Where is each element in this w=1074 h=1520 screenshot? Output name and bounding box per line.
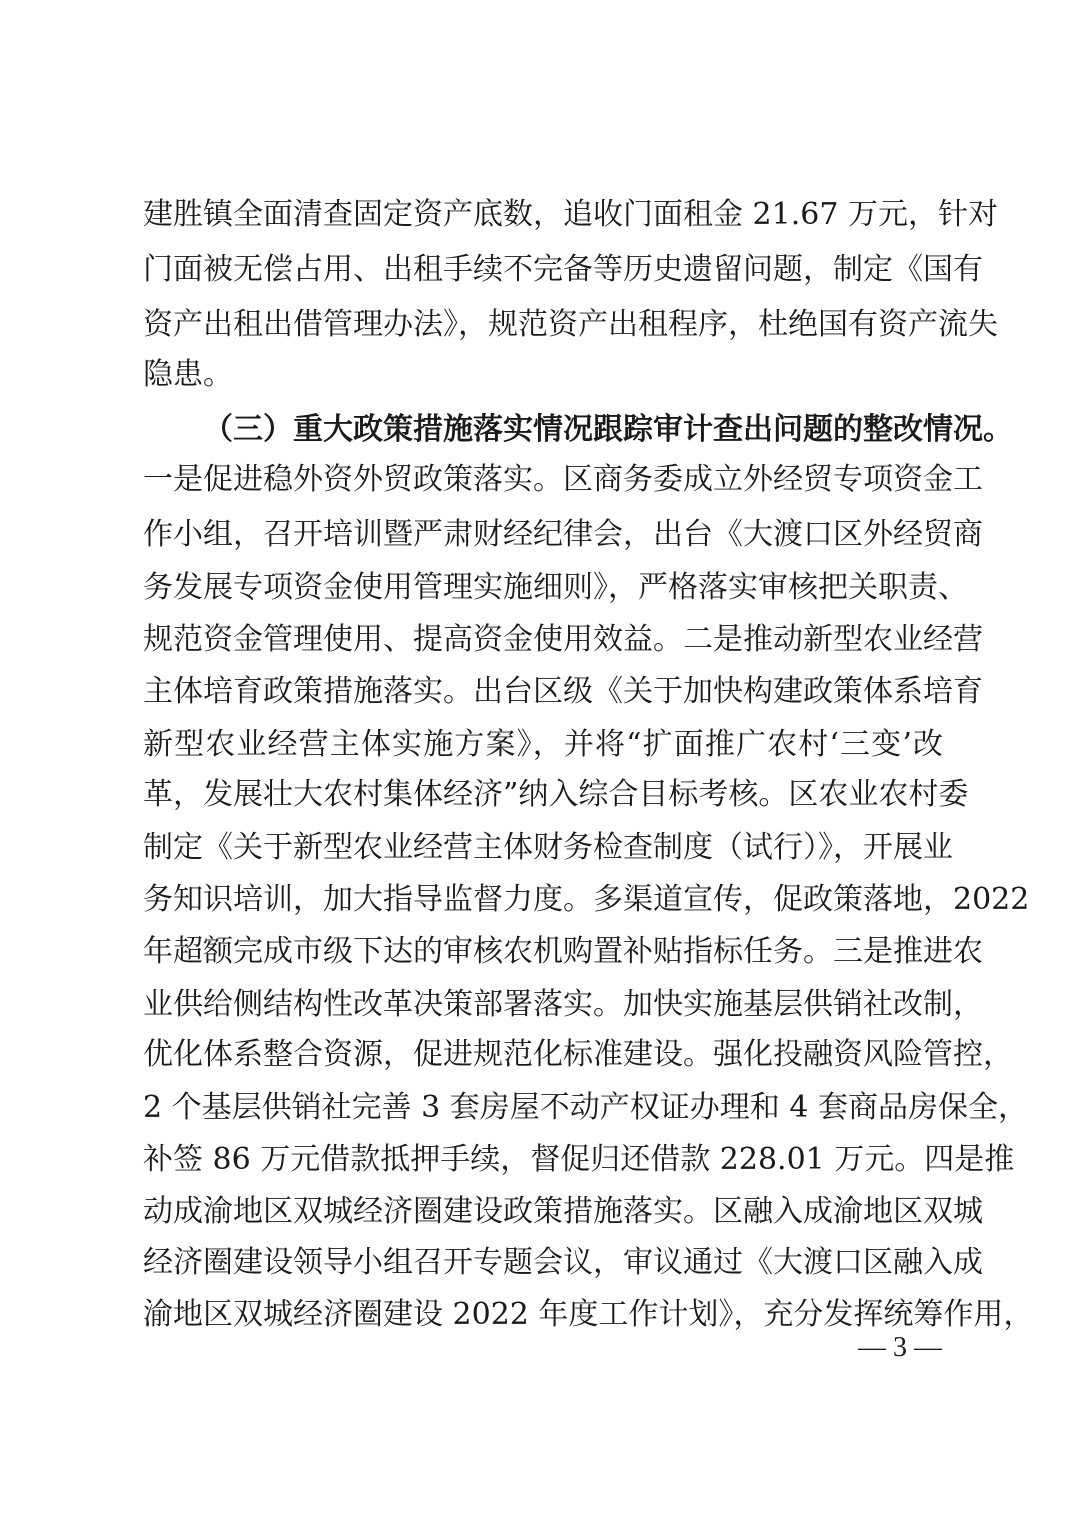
body-line: 2 个基层供销社完善 3 套房屋不动产权证办理和 4 套商品房保全， bbox=[143, 1090, 1028, 1125]
body-line: 作小组，召开培训暨严肃财经纪律会，出台《大渡口区外经贸商 bbox=[143, 517, 983, 552]
body-line: 业供给侧结构性改革决策部署落实。加快实施基层供销社改制， bbox=[143, 987, 983, 1022]
body-line: 革，发展壮大农村集体经济”纳入综合目标考核。区农业农村委 bbox=[143, 777, 969, 812]
body-line: 制定《关于新型农业经营主体财务检查制度（试行）》，开展业 bbox=[143, 830, 953, 865]
body-line: 门面被无偿占用、出租手续不完备等历史遗留问题，制定《国有 bbox=[143, 252, 983, 287]
body-line: 规范资金管理使用、提高资金使用效益。二是推动新型农业经营 bbox=[143, 622, 983, 657]
body-line: 务知识培训，加大指导监督力度。多渠道宣传，促政策落地，2022 bbox=[143, 882, 1030, 917]
body-line: 主体培育政策措施落实。出台区级《关于加快构建政策体系培育 bbox=[143, 674, 983, 709]
body-line: 一是促进稳外资外贸政策落实。区商务委成立外经贸专项资金工 bbox=[143, 462, 983, 497]
body-line: 经济圈建设领导小组召开专题会议，审议通过《大渡口区融入成 bbox=[143, 1245, 983, 1280]
section-heading-text: （三）重大政策措施落实情况跟踪审计查出问题的整改情况。 bbox=[203, 412, 1013, 447]
body-line: 建胜镇全面清查固定资产底数，追收门面租金 21.67 万元，针对 bbox=[143, 197, 998, 232]
body-line: 渝地区双城经济圈建设 2022 年度工作计划》，充分发挥统筹作用， bbox=[143, 1297, 1034, 1332]
body-line: 务发展专项资金使用管理实施细则》，严格落实审核把关职责、 bbox=[143, 570, 968, 605]
body-line: 优化体系整合资源，促进规范化标准建设。强化投融资风险管控， bbox=[143, 1037, 1013, 1072]
body-line: 资产出租出借管理办法》，规范资产出租程序，杜绝国有资产流失 bbox=[143, 307, 998, 342]
body-line: 年超额完成市级下达的审核农机购置补贴指标任务。三是推进农 bbox=[143, 934, 983, 969]
body-line: 新型农业经营主体实施方案》，并将“扩面推广农村‘三变’改 bbox=[143, 727, 943, 762]
page-number: — 3 — bbox=[858, 1332, 942, 1363]
body-line: 隐患。 bbox=[143, 357, 233, 392]
body-line: 补签 86 万元借款抵押手续，督促归还借款 228.01 万元。四是推 bbox=[143, 1142, 1015, 1177]
section-heading bbox=[203, 410, 1013, 450]
body-line: 动成渝地区双城经济圈建设政策措施落实。区融入成渝地区双城 bbox=[143, 1194, 983, 1229]
